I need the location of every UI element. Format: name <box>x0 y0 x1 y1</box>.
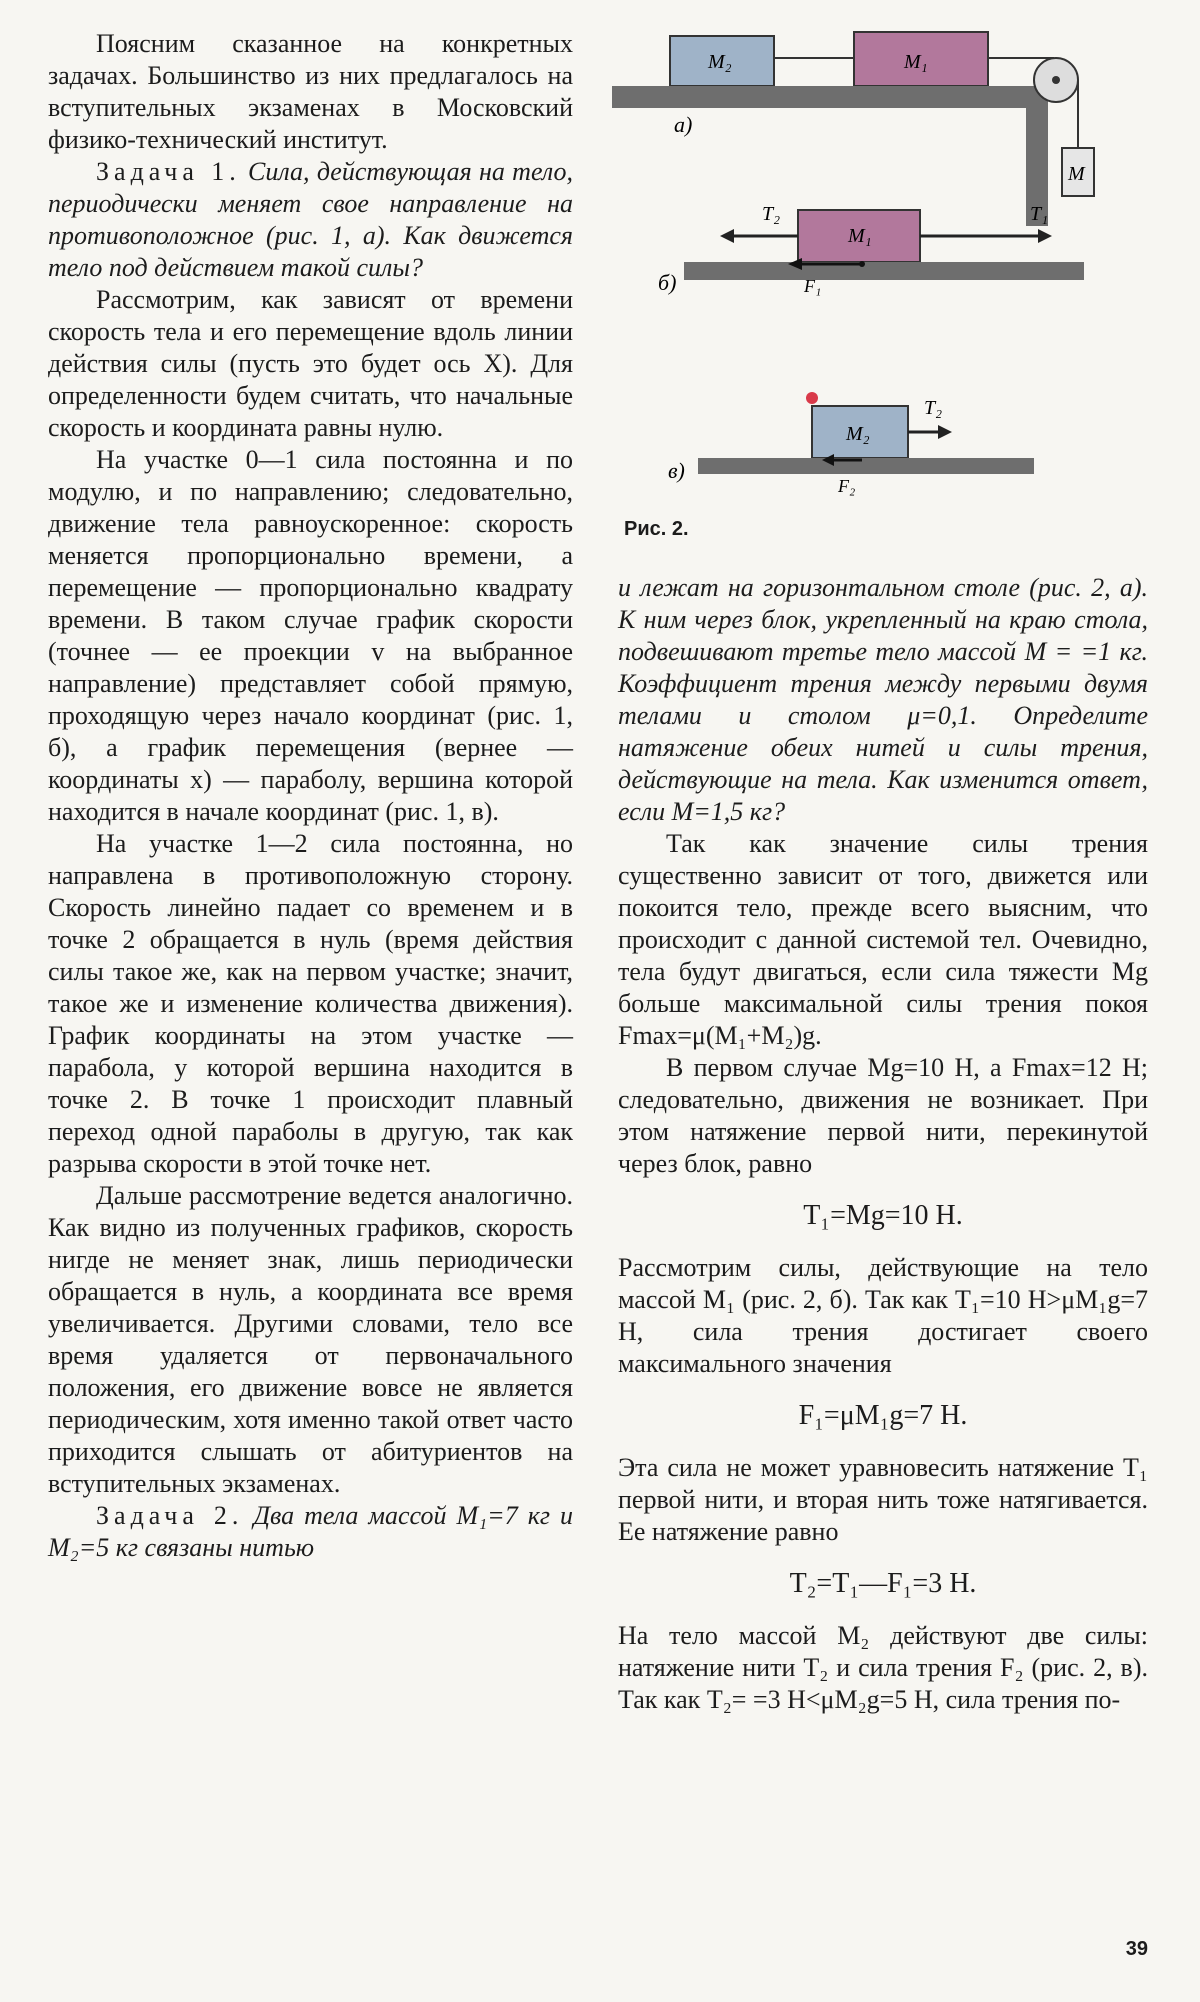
paragraph: Дальше рассмотрение ведется аналогично. Как видно из полученных графиков, скорость нигде не меняет знак, лишь периодически обращается в нуль, а координата все время увеличивается. Другими словами, тело все время удаляется от первоначального положения, его движение вовсе не является периодическим, хотя именно такой ответ часто приходится слышать от абитуриентов на вступительных экзаменах. <box>48 1181 573 1498</box>
label-c: в) <box>668 458 685 483</box>
problem-2 <box>48 1500 573 1564</box>
panel-a <box>612 32 1094 226</box>
paragraph: Эта сила не может уравновесить натяжение T₁ первой нити, и вторая нить тоже натягивается. Ее натяжение равно <box>618 1453 1148 1546</box>
paragraph: Поясним сказанное на конкретных задачах. Большинство из них предлагалось на вступительных экзаменах в Московский физико-технический институт. <box>48 29 573 154</box>
surface <box>684 262 1084 280</box>
figure-caption: Рис. 2. <box>624 518 689 540</box>
paragraph: На участке 0—1 сила постоянна и по модулю, и по направлению; следовательно, движение тела равноускоренное: скорость меняется пропорционально времени, а перемещение — пропорционально квадрату времени. В таком случае график скорости (точнее — ее проекции v на выбранное направление) представляет собой прямую, проходящую через начало координат (рис. 1, б), а график перемещения (вернее — координаты x) — параболу, вершина которой находится в начале координат (рис. 1, в). <box>48 445 573 826</box>
label-t1: T₁ <box>1030 203 1049 225</box>
problem-label: Задача 2. <box>96 1501 244 1530</box>
paragraph: Рассмотрим, как зависят от времени скорость тела и его перемещение вдоль линии действия силы (пусть это будет ось X). Для определенности будем считать, что начальные скорость и координата равны нулю. <box>48 285 573 442</box>
label-t2: T₂ <box>924 397 943 419</box>
label-m: M <box>1068 163 1085 185</box>
formula: T₂=T₁—F₁=3 Н. <box>789 1568 977 1599</box>
point <box>859 261 865 267</box>
label-m1: M₁ <box>848 225 872 247</box>
figure-2 <box>612 24 1172 544</box>
red-dot <box>806 392 818 404</box>
problem-text: Сила, действующая на тело, периодически меняет свое направление на противоположное (рис. 1, а). Как движется тело под действием такой силы? <box>48 157 574 282</box>
paragraph: На участке 1—2 сила постоянна, но направлена в противоположную сторону. Скорость линейно падает со временем и в точке 2 обращается в нуль (время действия силы такое же, как на первом участке; значит, такое же и изменение количества движения). График координаты на этом участке — парабола, у которой вершина находится в точке 2. В точке 1 происходит плавный переход одной параболы в другую, так как разрыва скорости в этой точке нет. <box>48 829 573 1178</box>
panel-c <box>668 392 1034 496</box>
paragraph: На тело массой M₂ действуют две силы: натяжение нити T₂ и сила трения F₂ (рис. 2, в). Так как T₂= =3 Н<μM₂g=5 Н, сила трения по- <box>618 1621 1148 1714</box>
label-f2: F₂ <box>838 476 856 496</box>
left-column <box>48 28 573 1564</box>
paragraph: Рассмотрим силы, действующие на тело массой M₁ (рис. 2, б). Так как T₁=10 Н>μM₁g=7 Н, сила трения достигает своего максимального значения <box>618 1253 1148 1378</box>
arrow-head <box>1038 229 1052 243</box>
label-f1: F₁ <box>804 276 822 296</box>
label-m2: M₂ <box>846 423 870 445</box>
right-column <box>618 572 1148 1716</box>
label-t2: T₂ <box>762 203 781 225</box>
formula: F₁=μM₁g=7 Н. <box>798 1400 968 1431</box>
arrow-head <box>938 425 952 439</box>
problem-1 <box>48 156 573 284</box>
paragraph: В первом случае Mg=10 Н, а Fmax=12 Н; следовательно, движения не возникает. При этом натяжение первой нити, перекинутой через блок, равно <box>618 1053 1148 1178</box>
pulley-axle <box>1052 76 1060 84</box>
label-m1: M₁ <box>904 51 928 73</box>
problem-text: Два тела массой M₁=7 кг и M₂=5 кг связаны нитью <box>48 1501 574 1562</box>
surface <box>698 458 1034 474</box>
table-surface <box>612 86 1048 108</box>
panel-b <box>658 203 1084 296</box>
label-a: а) <box>674 112 693 137</box>
label-b: б) <box>658 270 677 295</box>
problem-label: Задача 1. <box>96 157 241 186</box>
arrow-head <box>720 229 734 243</box>
formula: T₁=Mg=10 Н. <box>803 1200 963 1231</box>
problem-2-continued: и лежат на горизонтальном столе (рис. 2, а). К ним через блок, укрепленный на краю стола, подвешивают третье тело массой M = =1 кг. Коэффициент трения между первыми двумя телами и столом μ=0,1. Определите натяжение обеих нитей и силы трения, действующие на тела. Как изменится ответ, если M=1,5 кг? <box>618 573 1148 826</box>
paragraph: Так как значение силы трения существенно зависит от того, движется или покоится тело, прежде всего выясним, что происходит с данной системой тел. Очевидно, тела будут двигаться, если сила тяжести Mg больше максимальной силы трения покоя Fmax=μ(M₁+M₂)g. <box>618 829 1148 1050</box>
label-m2: M₂ <box>708 51 732 73</box>
page-number: 39 <box>1125 1938 1148 1960</box>
